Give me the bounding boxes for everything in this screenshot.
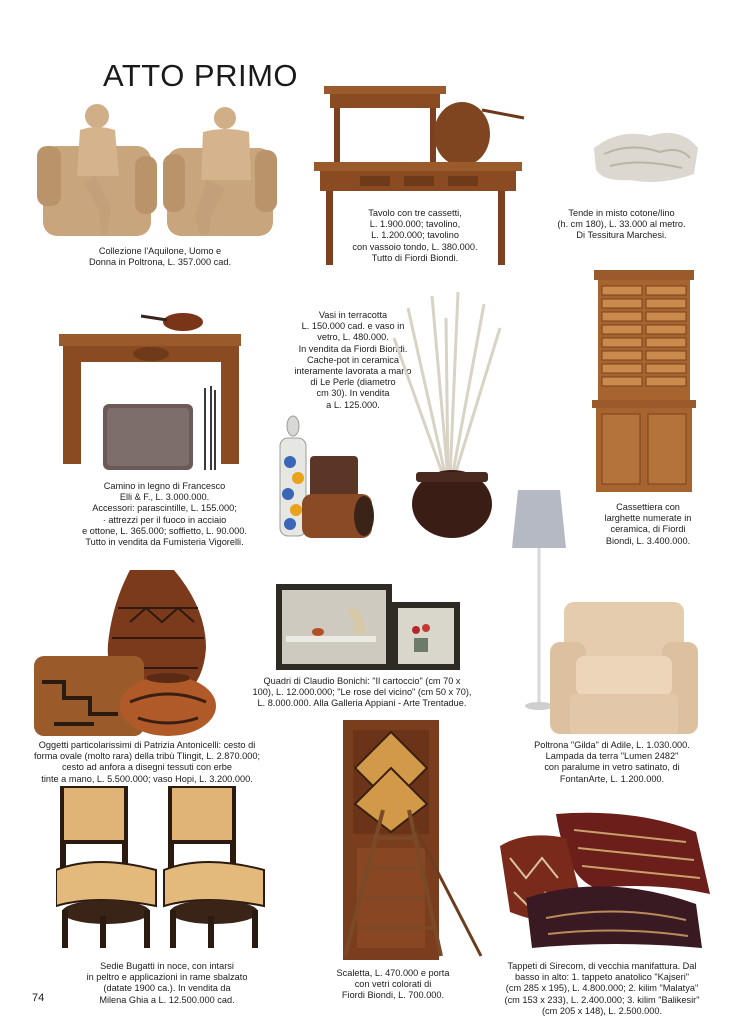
vases-photo (276, 410, 376, 540)
caption-table: Tavolo con tre cassetti, L. 1.900.000; tavolino, L. 1.200.000; tavolino con vassoio tondo, L. 380.000. Tutto di Fiordi Biondi. (340, 208, 490, 264)
caption-vases: Vasi in terracotta L. 150.000 cad. e vaso in vetro, L. 480.000. In vendita da Fiordi Biondi. Cache-pot in ceramica interamente lavorata a mano di Le Perle (diametro cm 30). In vendita a L. 125.000. (294, 310, 412, 410)
caption-baskets: Oggetti particolarissimi di Patrizia Antonicelli: cesto di forma ovale (molto rara) della tribù Tlingit, L. 2.870.000; cesto ad anfora a disegni tessuti con erbe tinte a mano, L. 5.500.000; vaso Hopi, L. 3.200.000. (33, 740, 261, 784)
door-ladder-photo (343, 718, 485, 962)
fireplace-photo (55, 308, 245, 474)
page-number: 74 (32, 992, 45, 1004)
baskets-photo (34, 568, 218, 740)
caption-ladder: Scaletta, L. 470.000 e porta con vetri colorati di Fiordi Biondi, L. 700.000. (336, 968, 450, 1001)
curtains-photo (590, 118, 702, 188)
caption-rugs: Tappeti di Sirecom, di vecchia manifattura. Dal basso in alto: 1. tappeto anatolico "Kajseri" (cm 285 x 195), L. 4.800.000; 2. kilim "Malatya" (cm 153 x 233), L. 2.400.000; 3. kilim "Balikesir" (cm 205 x 148), L. 2.500.000. (504, 961, 700, 1016)
cabinet-photo (592, 270, 696, 494)
armchair-photo (546, 598, 702, 738)
caption-curtains: Tende in misto cotone/lino (h. cm 180), L. 33.000 al metro. Di Tessitura Marchesi. (557, 208, 686, 241)
caption-cabinet: Cassettiera con larghette numerate in ceramica, di Fiordi Biondi, L. 3.400.000. (604, 502, 692, 546)
caption-chairs: Sedie Bugatti in noce, con intarsi in peltro e applicazioni in rame sbalzato (datate 1900 ca.). In vendita da Milena Ghia a L. 12.500.000 cad. (86, 961, 248, 1005)
cache-pot-photo (388, 288, 508, 540)
caption-paintings: Quadri di Claudio Bonichi: "Il cartoccio" (cm 70 x 100), L. 12.000.000; "Le rose del vicino" (cm 50 x 70), L. 8.000.000. Alla Galleria Appiani - Arte Trentadue. (252, 676, 472, 709)
sculptures-photo (35, 98, 280, 240)
paintings-photo (276, 584, 460, 670)
caption-sculptures: Collezione l'Aquilone, Uomo e Donna in Poltrona, L. 357.000 cad. (89, 246, 231, 268)
chairs-photo (56, 786, 272, 950)
caption-fireplace: Camino in legno di Francesco Elli & F., L. 3.000.000. Accessori: parascintille, L. 155.000; · attrezzi per il fuoco in acciaio e ottone, L. 365.000; soffietto, L. 90.000. Tutto in vendita da Fumisteria Vigorelli. (82, 481, 247, 548)
rugs-photo (496, 808, 714, 950)
caption-armchair: Poltrona "Gilda" di Adile, L. 1.030.000. Lampada da terra "Lumen 2482" con paralume in vetro satinato, di FontanArte, L. 1.200.000. (534, 740, 690, 784)
page-title: ATTO PRIMO (103, 58, 299, 93)
